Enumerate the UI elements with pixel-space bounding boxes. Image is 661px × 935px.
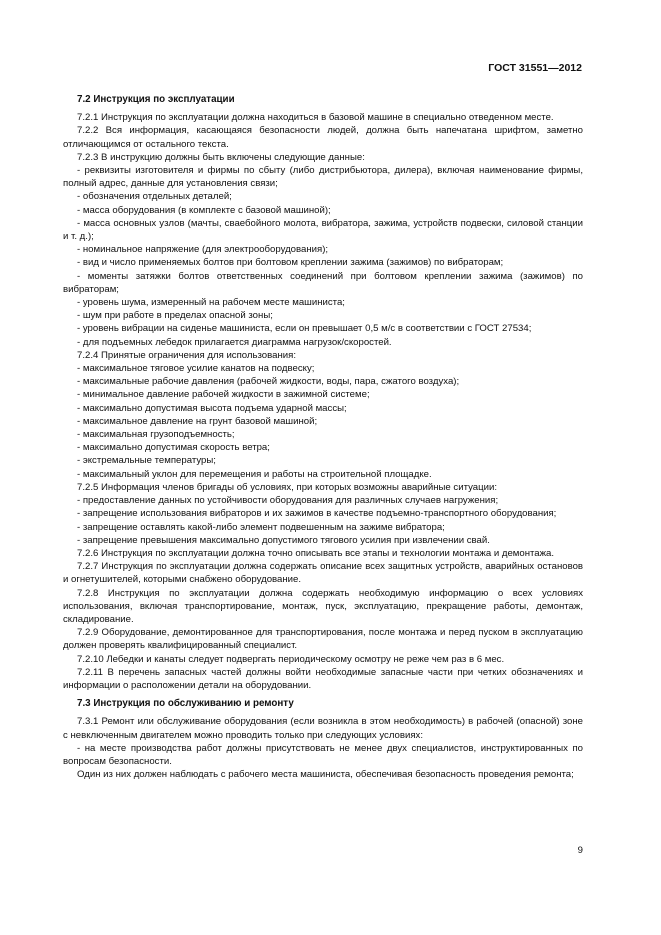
- paragraph: Один из них должен наблюдать с рабочего места машиниста, обеспечивая безопасность проведения ремонта;: [77, 769, 574, 781]
- paragraph: 7.2.4 Принятые ограничения для использования:: [77, 349, 296, 361]
- section-7-3-body: [63, 715, 583, 781]
- paragraph: - номинальное напряжение (для электрооборудования);: [77, 244, 329, 256]
- paragraph: - обозначения отдельных деталей;: [77, 191, 232, 203]
- paragraph: - вид и число применяемых болтов при болтовом креплении зажима (зажимов) по вибраторам;: [77, 257, 504, 269]
- paragraph: - шум при работе в пределах опасной зоны;: [77, 310, 273, 322]
- paragraph: - максимальное тяговое усилие канатов на подвеску;: [77, 363, 315, 375]
- paragraph: - уровень шума, измеренный на рабочем месте машиниста;: [77, 297, 345, 309]
- paragraph: 7.2.7 Инструкция по эксплуатации должна содержать описание всех защитных устройств, аварийных остановов и огнетушителей, которыми снабжено оборудование.: [63, 561, 583, 586]
- paragraph: - уровень вибрации на сиденье машиниста, если он превышает 0,5 м/с в соответствии с ГОСТ 27534;: [77, 323, 532, 335]
- paragraph: - максимально допустимая высота подъема ударной массы;: [77, 402, 347, 414]
- paragraph: - масса основных узлов (мачты, сваебойного молота, вибратора, зажима, устройств подвески, силовой станции и т. д.);: [63, 217, 583, 243]
- paragraph: - экстремальные температуры;: [77, 455, 216, 467]
- paragraph: - максимально допустимая скорость ветра;: [77, 442, 270, 454]
- paragraph: 7.3.1 Ремонт или обслуживание оборудования (если возникла в этом необходимость) в рабочей (опасной) зоне с невключенным двигателем можно проводить только при следующих условиях:: [63, 716, 583, 741]
- page-number: 9: [577, 845, 583, 856]
- section-heading-7-3: 7.3 Инструкция по обслуживанию и ремонту: [77, 698, 294, 710]
- paragraph: - максимальные рабочие давления (рабочей жидкости, воды, пара, сжатого воздуха);: [77, 376, 460, 388]
- paragraph: - для подъемных лебедок прилагается диаграмма нагрузок/скоростей.: [77, 336, 392, 348]
- paragraph: - запрещение использования вибраторов и их зажимов в качестве подъемно-транспортного оборудования;: [77, 508, 557, 520]
- paragraph: - запрещение оставлять какой-либо элемент подвешенным на зажиме вибратора;: [77, 521, 445, 533]
- paragraph: 7.2.8 Инструкция по эксплуатации должна содержать необходимую информацию о всех условиях использования, включая транспортирование, монтаж, пуск, эксплуатацию, прекращение работы, демонтаж, складирование.: [63, 587, 583, 625]
- paragraph: - максимальный уклон для перемещения и работы на строительной площадке.: [77, 468, 432, 480]
- paragraph: - масса оборудования (в комплекте с базовой машиной);: [77, 204, 331, 216]
- paragraph: - моменты затяжки болтов ответственных соединений при болтовом креплении зажима (зажимов) по вибраторам;: [63, 270, 583, 295]
- paragraph: 7.2.6 Инструкция по эксплуатации должна точно описывать все этапы и технологии монтажа и демонтажа.: [77, 547, 555, 559]
- paragraph: 7.2.3 В инструкцию должны быть включены следующие данные:: [77, 151, 365, 163]
- section-heading-7-2: 7.2 Инструкция по эксплуатации: [77, 94, 235, 105]
- paragraph: - минимальное давление рабочей жидкости в зажимной системе;: [77, 389, 370, 401]
- section-7-2-body: [63, 111, 583, 692]
- paragraph: - на месте производства работ должны присутствовать не менее двух специалистов, инструктированных по вопросам безопасности.: [63, 742, 583, 767]
- paragraph: - запрещение превышения максимально допустимого тягового усилия при извлечении свай.: [77, 534, 490, 546]
- paragraph: - реквизиты изготовителя и фирмы по сбыту (либо дистрибьютора, дилера), включая наименование фирмы, полный адрес, данные для установления связи;: [63, 165, 583, 190]
- paragraph: 7.2.9 Оборудование, демонтированное для транспортирования, после монтажа и перед пуском в эксплуатацию должен проверять квалифицированный специалист.: [63, 627, 583, 652]
- paragraph: 7.2.1 Инструкция по эксплуатации должна находиться в базовой машине в специально отведенном месте.: [77, 112, 554, 124]
- paragraph: 7.2.11 В перечень запасных частей должны войти необходимые запасные части при четких обозначениях и информации о расположении детали на оборудовании.: [63, 666, 583, 691]
- document-standard-id: ГОСТ 31551—2012: [488, 62, 582, 74]
- paragraph: - максимальная грузоподъемность;: [77, 429, 235, 441]
- document-body: [63, 93, 583, 781]
- paragraph: - предоставление данных по устойчивости оборудования для различных случаев нагружения;: [77, 495, 499, 507]
- paragraph: 7.2.5 Информация членов бригады об условиях, при которых возможны аварийные ситуации:: [77, 481, 497, 493]
- paragraph: 7.2.10 Лебедки и канаты следует подвергать периодическому осмотру не реже чем раз в 6 мес.: [77, 653, 505, 665]
- paragraph: - максимальное давление на грунт базовой машиной;: [77, 415, 318, 427]
- paragraph: 7.2.2 Вся информация, касающаяся безопасности людей, должна быть напечатана шрифтом, заметно отличающимся от остального текста.: [63, 125, 583, 150]
